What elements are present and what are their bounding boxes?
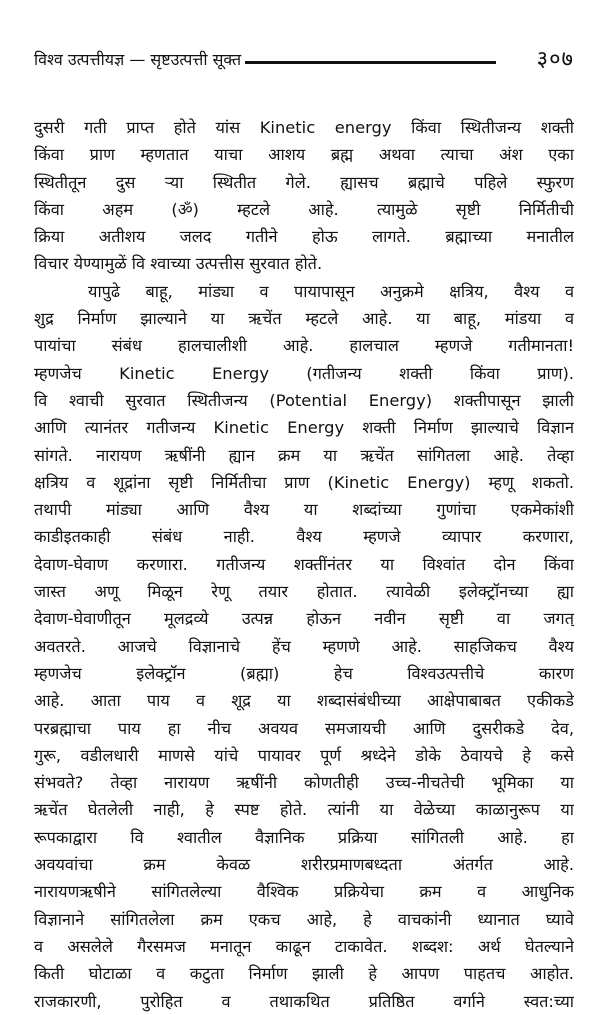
text-line: स्थितीतून दुस ऱ्या स्थितीत गेले. ह्यासच ब्रह्माचे पहिले स्फुरण [34, 172, 574, 192]
body-text [34, 114, 574, 1015]
text-line: आहे. आता पाय व शूद्र या शब्दासंबंधीच्या आक्षेपाबाबत एकीकडे [34, 691, 574, 711]
text-line: काडीइतकाही संबंध नाही. वैश्य म्हणजे व्यापार करणारा, [34, 527, 574, 547]
text-line: नारायणऋषीने सांगितलेल्या वैश्विक प्रक्रियेचा क्रम व आधुनिक [34, 882, 574, 902]
text-line: विचार येण्यामुळें वि श्वाच्या उत्पत्तीस सुरवात होते. [34, 254, 323, 274]
text-line: दुसरी गती प्राप्त होते यांस Kinetic energy किंवा स्थितीजन्य शक्ती [34, 118, 574, 137]
text-line: किंवा प्राण म्हणतात याचा आशय ब्रह्म अथवा त्याचा अंश एका [34, 145, 574, 165]
header-rule [234, 61, 496, 64]
text-line: वि श्वाची सुरवात स्थितीजन्य (Potential Energy) शक्तीपासून झाली [34, 390, 574, 410]
text-line: गुरू, वडीलधारी माणसे यांचे पायावर पूर्ण श्रध्देने डोके ठेवायचे हे कसे [34, 745, 574, 765]
text-line: ऋचेंत घेतलेली नाही, हे स्पष्ट होते. त्यांनी या वेळेच्या काळानुरूप या [34, 800, 574, 820]
text-line: राजकारणी, पुरोहित व तथाकथित प्रतिष्ठित वर्गाने स्वत:च्या [34, 991, 574, 1011]
text-line: किंवा अहम (ॐ) म्हटले आहे. त्यामुळे सृष्टी निर्मितीची [34, 199, 574, 219]
running-header [34, 47, 574, 78]
page-number: ३०७ [536, 47, 574, 72]
text-line: पायांचा संबंध हालचालीशी आहे. हालचाल म्हणजे गतीमानता! [34, 336, 574, 356]
text-line: क्षत्रिय व शूद्रांना सृष्टी निर्मितीचा प्राण (Kinetic Energy) म्हणू शकतो. [34, 472, 574, 492]
text-line: यापुढे बाहू, मांड्या व पायापासून अनुक्रमे क्षत्रिय, वैश्य व [88, 281, 574, 301]
text-line: विज्ञानाने सांगितलेला क्रम एकच आहे, हे वाचकांनी ध्यानात घ्यावे [34, 909, 574, 929]
text-line: म्हणजेच Kinetic Energy (गतीजन्य शक्ती किंवा प्राण). [34, 363, 574, 383]
text-line: अवयवांचा क्रम केवळ शरीरप्रमाणबध्दता अंतर्गत आहे. [34, 855, 574, 875]
text-line: किती घोटाळा व कटुता निर्माण झाली हे आपण पाहतच आहोत. [34, 964, 574, 984]
text-line: व असलेले गैरसमज मनातून काढून टाकावेत. शब्दश: अर्थ घेतल्याने [34, 936, 574, 956]
text-line: रूपकाद्वारा वि श्वातील वैज्ञानिक प्रक्रिया सांगितली आहे. हा [34, 827, 574, 847]
text-line: परब्रह्माचा पाय हा नीच अवयव समजायची आणि दुसरीकडे देव, [34, 718, 574, 738]
text-line: सांगते. नारायण ऋषींनी ह्यान क्रम या ऋचेंत सांगितला आहे. तेव्हा [34, 445, 574, 465]
text-line: शुद्र निर्माण झाल्याने या ऋचेंत म्हटले आहे. या बाहू, मांडया व [34, 309, 574, 329]
text-line: देवाण-घेवाणीतून मूलद्रव्ये उत्पन्न होऊन नवीन सृष्टी वा जगत् [34, 609, 574, 629]
text-line: जास्त अणू मिळून रेणू तयार होतात. त्यावेळी इलेक्ट्रॉनच्या ह्या [34, 582, 574, 602]
running-header-title: विश्व उत्पत्तीयज्ञ — सृष्टउत्पत्ती सूक्त [34, 50, 245, 70]
text-line: संभवते? तेव्हा नारायण ऋषींनी कोणतीही उच्च-नीचतेची भूमिका या [34, 773, 574, 793]
text-line: अवतरते. आजचे विज्ञानाचे हेंच म्हणणे आहे. साहजिकच वैश्य [34, 636, 574, 656]
text-line: आणि त्यानंतर गतीजन्य Kinetic Energy शक्ती निर्माण झाल्याचे विज्ञान [34, 418, 574, 438]
text-line: म्हणजेच इलेक्ट्रॉन (ब्रह्मा) हेच विश्वउत्पत्तीचे कारण [34, 663, 574, 683]
text-line: क्रिया अतीशय जलद गतीने होऊ लागते. ब्रह्माच्या मनातील [34, 227, 574, 247]
text-line: तथापी मांड्या आणि वैश्य या शब्दांच्या गुणांचा एकमेकांशी [34, 500, 574, 520]
text-line: देवाण-घेवाण करणारा. गतीजन्य शक्तींनंतर या विश्वांत दोन किंवा [34, 554, 574, 574]
